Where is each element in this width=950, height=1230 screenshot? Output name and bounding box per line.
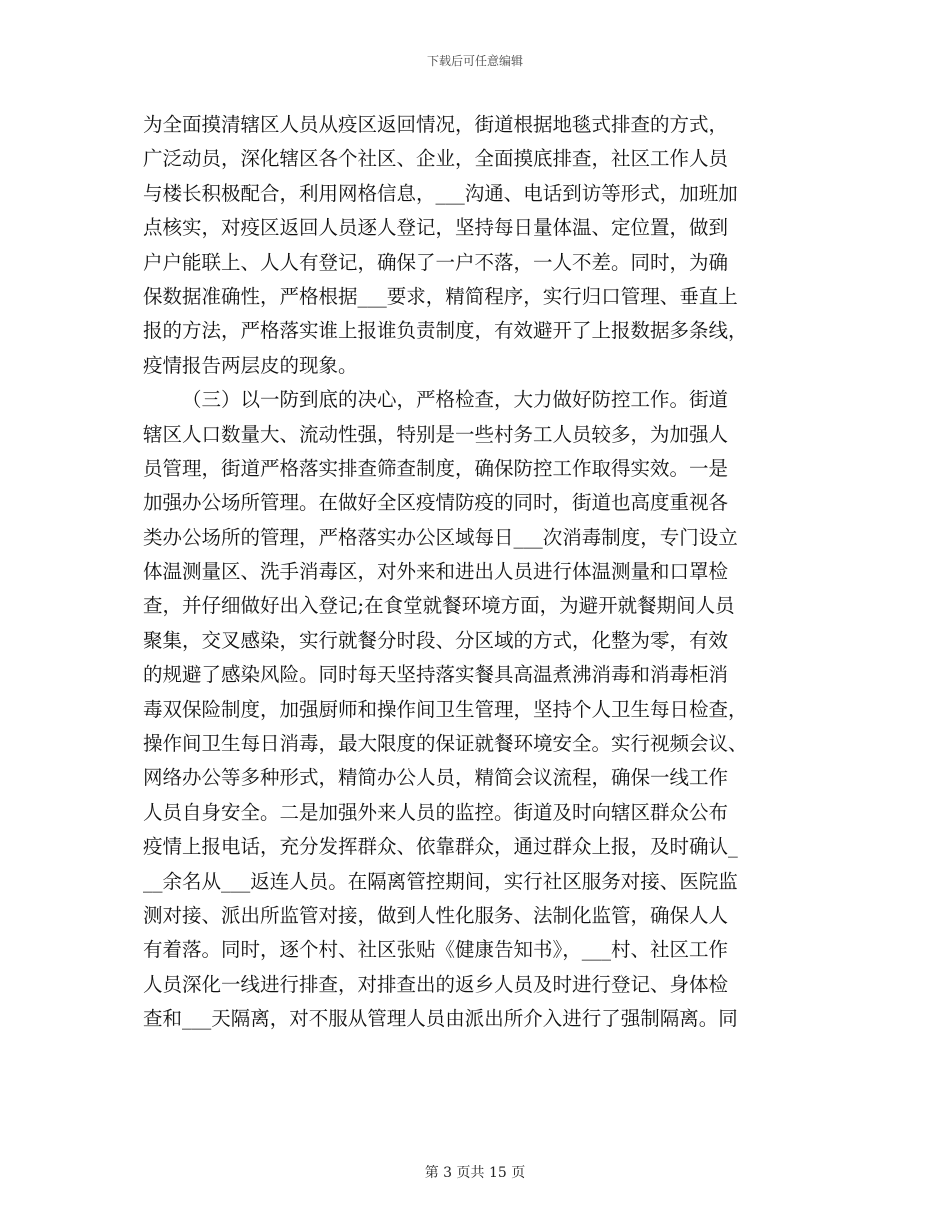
body-line: 毒双保险制度，加强厨师和操作间卫生管理，坚持个人卫生每日检查， (143, 697, 748, 721)
body-line: 辖区人口数量大、流动性强，特别是一些村务工人员较多，为加强人 (143, 422, 729, 446)
body-line: 类办公场所的管理，严格落实办公区域每日___次消毒制度，专门设立 (143, 525, 738, 549)
body-line: __余名从___返连人员。在隔离管控期间，实行社区服务对接、医院监 (143, 869, 738, 893)
body-line: 保数据准确性，严格根据___要求，精简程序，实行归口管理、垂直上 (143, 284, 738, 308)
document-body (143, 108, 813, 1037)
body-line: 员管理，街道严格落实排查筛查制度，确保防控工作取得实效。一是 (143, 456, 729, 480)
body-line: 操作间卫生每日消毒，最大限度的保证就餐环境安全。实行视频会议、 (143, 732, 748, 756)
body-line: 与楼长积极配合，利用网格信息，___沟通、电话到访等形式，加班加 (143, 181, 738, 205)
body-line: 点核实，对疫区返回人员逐人登记，坚持每日量体温、定位置，做到 (143, 216, 729, 240)
body-line: 疫情上报电话，充分发挥群众、依靠群众，通过群众上报，及时确认_ (143, 835, 738, 859)
body-line: 人员深化一线进行排查，对排查出的返乡人员及时进行登记、身体检 (143, 972, 729, 996)
page-number-footer: 第 3 页共 15 页 (424, 1165, 526, 1181)
body-line: 的规避了感染风险。同时每天坚持落实餐具高温煮沸消毒和消毒柜消 (143, 663, 729, 687)
body-line: 报的方法，严格落实谁上报谁负责制度，有效避开了上报数据多条线， (143, 319, 748, 343)
body-line: 户户能联上、人人有登记，确保了一户不落，一人不差。同时，为确 (143, 250, 729, 274)
body-line: 测对接、派出所监管对接，做到人性化服务、法制化监管，确保人人 (143, 903, 729, 927)
body-line: 聚集，交叉感染，实行就餐分时段、分区域的方式，化整为零，有效 (143, 628, 729, 652)
body-line: 查和___天隔离，对不服从管理人员由派出所介入进行了强制隔离。同 (143, 1007, 738, 1031)
body-line: 体温测量区、洗手消毒区，对外来和进出人员进行体温测量和口罩检 (143, 560, 729, 584)
body-line: 查，并仔细做好出入登记;在食堂就餐环境方面，为避开就餐期间人员 (143, 594, 735, 618)
body-line: 有着落。同时，逐个村、社区张贴《健康告知书》，___村、社区工作 (143, 938, 729, 962)
body-line: 加强办公场所管理。在做好全区疫情防疫的同时，街道也高度重视各 (143, 491, 729, 515)
page-header: 下载后可任意编辑 (426, 54, 523, 68)
section-heading-line: （三）以一防到底的决心，严格检查，大力做好防控工作。街道 (182, 388, 729, 412)
body-line: 网络办公等多种形式，精简办公人员，精简会议流程，确保一线工作 (143, 766, 729, 790)
body-line: 疫情报告两层皮的现象。 (143, 353, 358, 377)
body-line: 为全面摸清辖区人员从疫区返回情况，街道根据地毯式排查的方式， (143, 113, 729, 136)
body-line: 人员自身安全。二是加强外来人员的监控。街道及时向辖区群众公布 (143, 800, 729, 824)
body-line: 广泛动员，深化辖区各个社区、企业，全面摸底排查，社区工作人员 (143, 147, 729, 171)
